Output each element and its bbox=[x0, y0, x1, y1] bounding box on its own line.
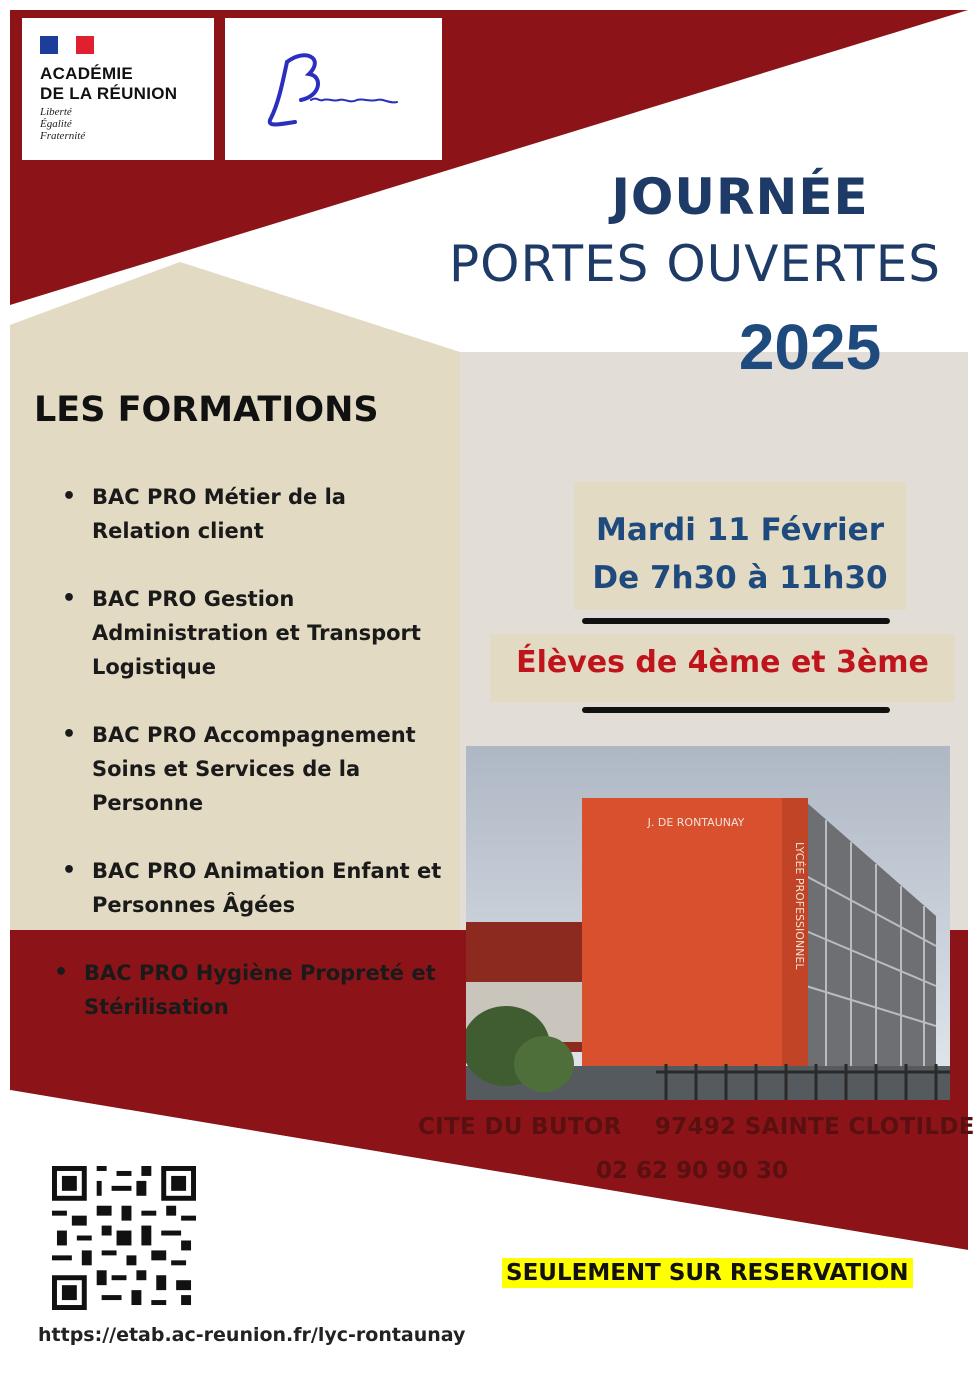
reservation-notice: SEULEMENT SUR RESERVATION bbox=[502, 1258, 913, 1288]
french-flag-icon bbox=[40, 36, 94, 54]
rontaunay-logo-icon bbox=[225, 18, 442, 160]
red-facade bbox=[582, 798, 808, 1066]
list-item: • BAC PRO Métier de la Relation client bbox=[62, 480, 442, 548]
school-phone: 02 62 90 90 30 bbox=[596, 1158, 789, 1184]
formations-list bbox=[62, 480, 442, 1058]
title-journee: JOURNÉE bbox=[611, 168, 869, 226]
list-item: • BAC PRO Gestion Administration et Transport Logistique bbox=[62, 582, 442, 684]
side-sign: LYCÉE PROFESSIONNEL bbox=[793, 842, 806, 970]
event-date: Mardi 11 Février bbox=[596, 512, 884, 548]
divider-top bbox=[582, 618, 890, 624]
website-link[interactable]: https://etab.ac-reunion.fr/lyc-rontaunay bbox=[38, 1324, 466, 1346]
qr-code-icon[interactable] bbox=[52, 1166, 196, 1310]
list-item: • BAC PRO Hygiène Propreté et Stérilisation bbox=[54, 956, 442, 1024]
title-year: 2025 bbox=[738, 311, 882, 383]
academie-name: ACADÉMIE DE LA RÉUNION bbox=[40, 64, 178, 103]
list-item: • BAC PRO Animation Enfant et Personnes Âgées bbox=[62, 854, 442, 922]
academie-motto: Liberté Égalité Fraternité bbox=[40, 106, 86, 142]
facade-sign: J. DE RONTAUNAY bbox=[647, 816, 745, 829]
formations-heading: LES FORMATIONS bbox=[34, 390, 379, 430]
school-address: CITE DU BUTOR 97492 SAINTE CLOTILDE bbox=[418, 1114, 975, 1140]
school-logo bbox=[225, 18, 442, 160]
title-portes-ouvertes: PORTES OUVERTES bbox=[448, 235, 942, 293]
list-item: • BAC PRO Accompagnement Soins et Services de la Personne bbox=[62, 718, 442, 820]
academie-logo bbox=[22, 18, 214, 160]
event-hours: De 7h30 à 11h30 bbox=[592, 560, 888, 596]
divider-bottom bbox=[582, 707, 890, 713]
event-audience: Élèves de 4ème et 3ème bbox=[516, 645, 929, 680]
school-photo bbox=[466, 746, 950, 1100]
